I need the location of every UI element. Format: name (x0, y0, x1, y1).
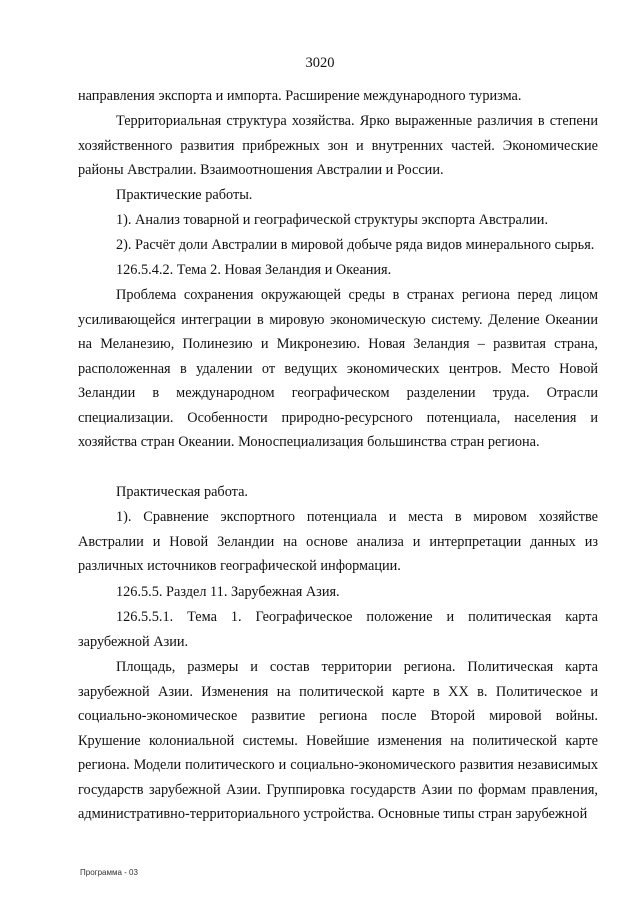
paragraph-practical-work-1: 1). Анализ товарной и географической структуры экспорта Австралии. (116, 212, 549, 228)
paragraph-area-political-map: Площадь, размеры и состав территории региона. Политическая карта зарубежной Азии. Изменения на политической карте в XX в. Политическое и социально-экономическое развитие региона после Второй мировой войны. Крушение колониальной системы. Новейшие изменения на политической карте региона. Модели политического и социально-экономического развития независимых государств зарубежной Азии. Группировка государств Азии по формам правления, административно-территориального устройства. Основные типы стран зарубежной (78, 659, 598, 822)
paragraph-practical-work-comparison: 1). Сравнение экспортного потенциала и места в мировом хозяйстве Австралии и Новой Зеландии на основе анализа и интерпретации данных из различных источников географической информации. (78, 509, 598, 574)
paragraph-practical-works-heading: Практические работы. (116, 187, 253, 203)
paragraph-practical-work-2: 2). Расчёт доли Австралии в мировой добыче ряда видов минерального сырья. (116, 237, 595, 253)
paragraph-territorial-structure: Территориальная структура хозяйства. Ярко выраженные различия в степени хозяйственного развития прибрежных зон и внутренних частей. Экономические районы Австралии. Взаимоотношения Австралии и России. (78, 113, 598, 178)
page-number: 3020 (305, 55, 335, 71)
paragraph-topic-1-heading: 126.5.5.1. Тема 1. Географическое положение и политическая карта зарубежной Азии. (78, 609, 598, 650)
paragraph-section-11-heading: 126.5.5. Раздел 11. Зарубежная Азия. (116, 584, 340, 600)
footer-note: Программа - 03 (80, 868, 138, 877)
paragraph-export-import: направления экспорта и импорта. Расширение международного туризма. (78, 88, 522, 104)
paragraph-practical-work-heading: Практическая работа. (116, 484, 249, 500)
paragraph-topic-2-heading: 126.5.4.2. Тема 2. Новая Зеландия и Океания. (116, 262, 392, 278)
paragraph-environment-oceania: Проблема сохранения окружающей среды в странах региона перед лицом усиливающейся интеграции в мировую экономическую систему. Деление Океании на Меланезию, Полинезию и Микронезию. Новая Зеландия – развитая страна, расположенная в удалении от ведущих экономических центров. Место Новой Зеландии в международном географическом разделении труда. Отрасли специализации. Особенности природно-ресурсного потенциала, населения и хозяйства стран Океании. Моноспециализация большинства стран региона. (78, 287, 598, 450)
